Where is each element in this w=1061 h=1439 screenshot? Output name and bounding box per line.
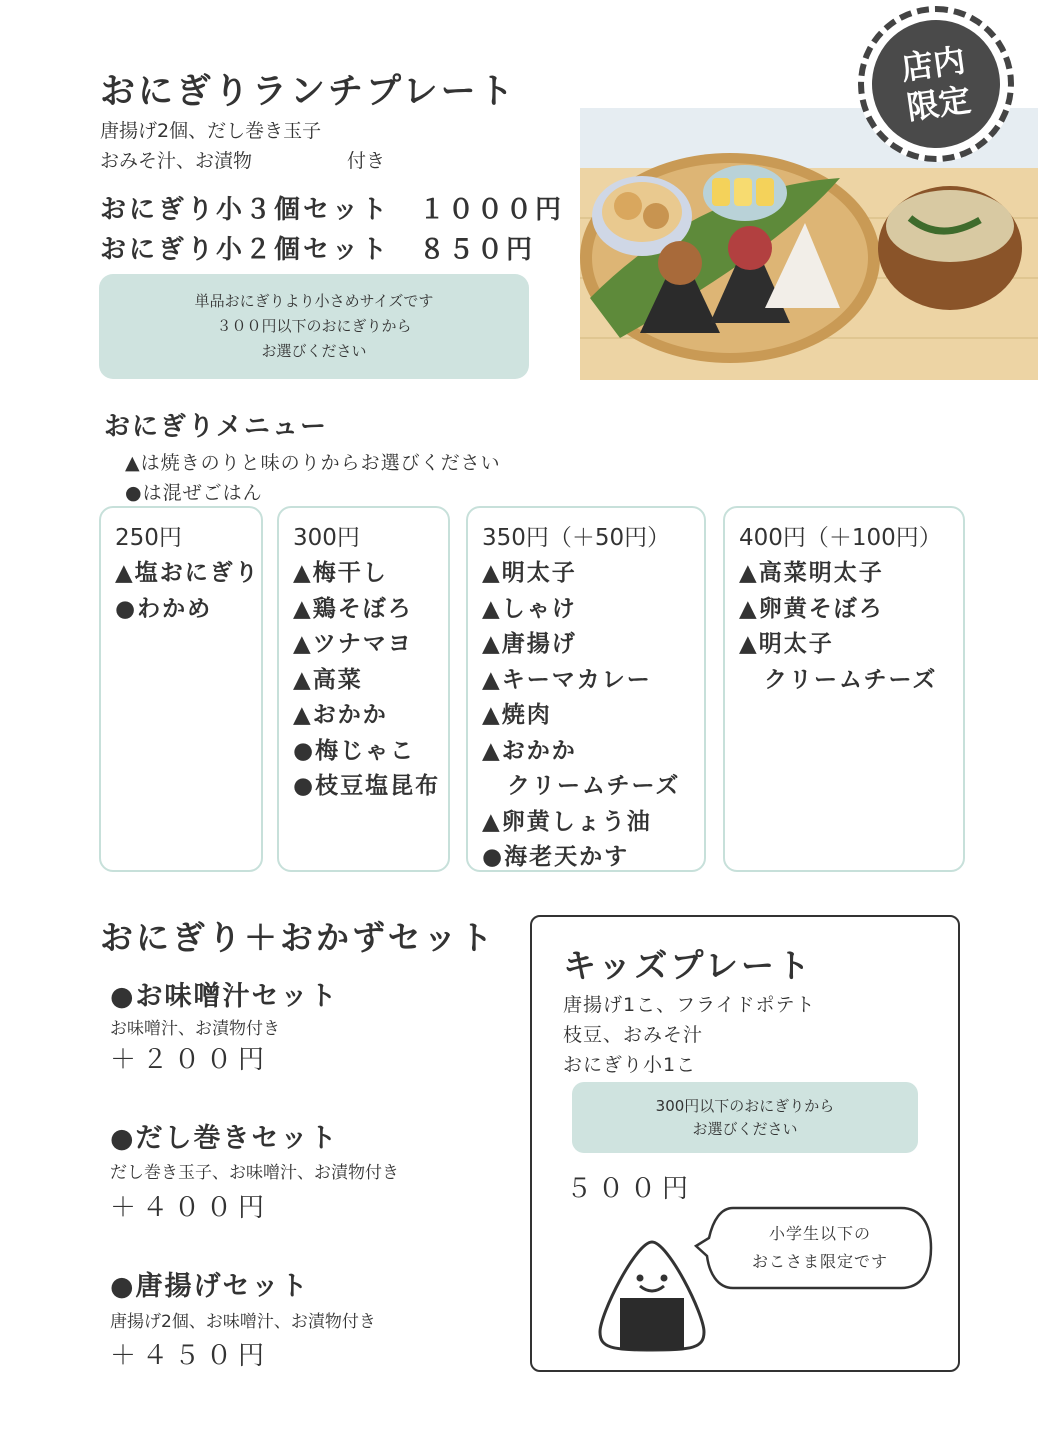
in-store-only-stamp — [858, 6, 1014, 162]
lunch-includes-line-1: 唐揚げ2個、だし巻き玉子 — [100, 120, 322, 142]
menu-legend-triangle: ▲は焼きのりと味のりからお選びください — [125, 452, 501, 474]
lunch-includes-line-2: おみそ汁、お漬物 付き — [100, 150, 386, 172]
menu-item: ●梅じゃこ — [293, 737, 416, 764]
menu-item: ▲卵黄そぼろ — [739, 595, 884, 622]
kids-includes-line-3: おにぎり小1こ — [563, 1054, 697, 1076]
menu-column-300 — [277, 506, 450, 872]
lunch-set-2-price: おにぎり小２個セット ８５０円 — [100, 235, 536, 265]
lunch-note-line-3: お選びください — [261, 342, 367, 360]
menu-column-header: 300円 — [293, 525, 360, 551]
menu-item: ●枝豆塩昆布 — [293, 773, 441, 799]
menu-item: ▲焼肉 — [482, 702, 552, 728]
stamp-line-2: 限定 — [904, 80, 974, 128]
kids-plate-title: キッズプレート — [563, 946, 814, 985]
lunch-set-3-price: おにぎり小３個セット １０００円 — [100, 195, 565, 225]
set-name-dashimaki: ●だし巻きセット — [110, 1123, 339, 1154]
set-name-karaage: ●唐揚げセット — [110, 1271, 310, 1302]
onigiri-menu-title: おにぎりメニュー — [104, 412, 329, 442]
menu-item: ●海老天かす — [482, 844, 630, 870]
menu-column-400 — [723, 506, 965, 872]
set-price-dashimaki: ＋４００円 — [110, 1193, 271, 1223]
menu-item: ▲塩おにぎり — [115, 560, 260, 586]
menu-item: ▲おかか — [293, 702, 388, 728]
set-desc-miso: お味噌汁、お漬物付き — [110, 1019, 280, 1039]
menu-item: クリームチーズ — [739, 666, 938, 693]
menu-item: ▲卵黄しょう油 — [482, 808, 652, 835]
set-desc-karaage: 唐揚げ2個、お味噌汁、お漬物付き — [110, 1312, 376, 1332]
lunch-note-line-2: ３００円以下のおにぎりから — [216, 317, 412, 335]
menu-item: ▲高菜 — [293, 666, 363, 693]
kids-speech-bubble — [693, 1202, 935, 1294]
menu-item: クリームチーズ — [482, 773, 681, 799]
menu-item: ▲しゃけ — [482, 595, 577, 622]
speech-bubble-text — [713, 1220, 927, 1276]
lunch-note-box — [99, 274, 529, 379]
menu-item: ▲梅干し — [293, 560, 388, 586]
set-price-karaage: ＋４５０円 — [110, 1341, 271, 1371]
speech-line-2: おこさま限定です — [751, 1252, 888, 1271]
menu-column-header: 250円 — [115, 525, 182, 551]
menu-item: ▲唐揚げ — [482, 631, 577, 657]
menu-item: ▲明太子 — [739, 631, 834, 657]
kids-includes-line-1: 唐揚げ1こ、フライドポテト — [563, 994, 816, 1016]
stamp-line-1: 店内 — [898, 40, 968, 88]
set-name-miso: ●お味噌汁セット — [110, 981, 339, 1012]
menu-item: ▲高菜明太子 — [739, 560, 884, 586]
stamp-inner — [864, 12, 1009, 157]
kids-note-line-1: 300円以下のおにぎりから — [655, 1096, 835, 1115]
menu-item: ▲明太子 — [482, 560, 577, 586]
lunch-plate-title: おにぎりランチプレート — [100, 72, 517, 112]
menu-item: ▲おかか — [482, 737, 577, 764]
kids-plate-price: ５００円 — [566, 1174, 695, 1204]
menu-column-350 — [466, 506, 706, 872]
menu-item: ▲ツナマヨ — [293, 631, 413, 657]
side-sets-title: おにぎり＋おかずセット — [100, 918, 496, 957]
menu-item: ▲キーマカレー — [482, 666, 652, 693]
menu-column-header: 350円（＋50円） — [482, 525, 671, 551]
set-desc-dashimaki: だし巻き玉子、お味噌汁、お漬物付き — [110, 1163, 399, 1183]
kids-note-box — [572, 1082, 918, 1153]
speech-line-1: 小学生以下の — [768, 1224, 871, 1243]
lunch-note-line-1: 単品おにぎりより小さめサイズです — [194, 292, 434, 310]
menu-item: ●わかめ — [115, 595, 213, 622]
menu-legend-circle: ●は混ぜごはん — [125, 482, 263, 504]
kids-note-line-2: お選びください — [692, 1119, 798, 1138]
menu-column-header: 400円（＋100円） — [739, 525, 942, 551]
menu-item: ▲鶏そぼろ — [293, 595, 413, 622]
kids-includes-line-2: 枝豆、おみそ汁 — [563, 1024, 704, 1046]
set-price-miso: ＋２００円 — [110, 1045, 271, 1075]
menu-column-250 — [99, 506, 263, 872]
